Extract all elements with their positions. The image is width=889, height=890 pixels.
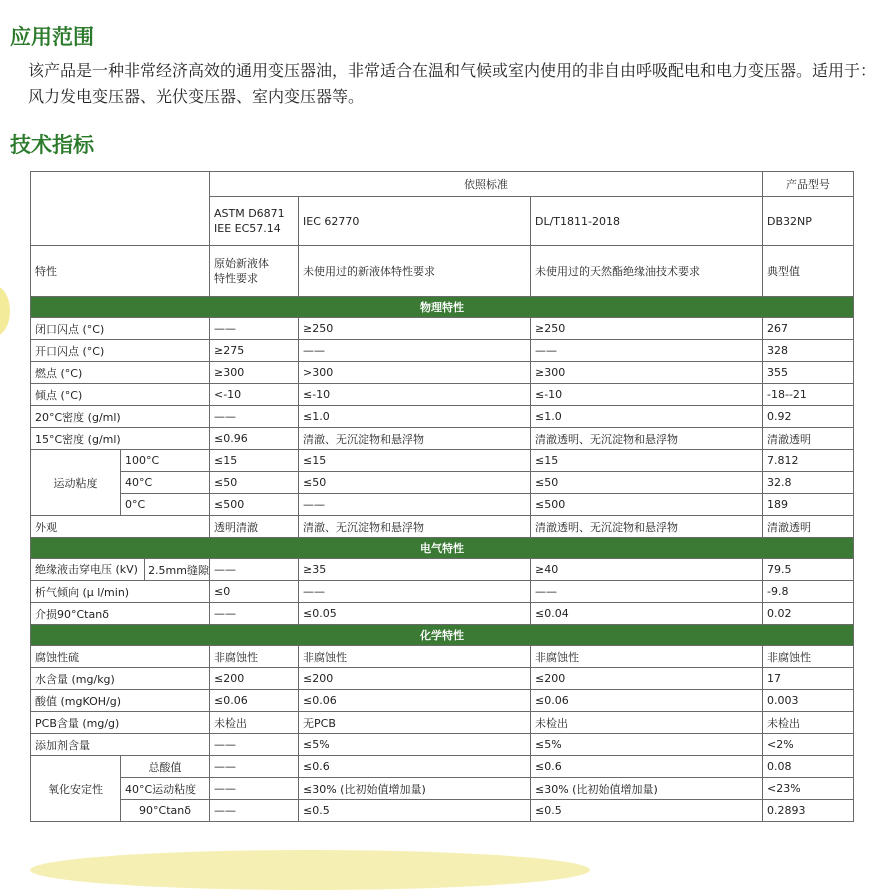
cell: 79.5: [763, 559, 854, 581]
cell: ≤30% (比初始值增加量): [299, 778, 531, 800]
row-label: 开口闪点 (°C): [31, 340, 210, 362]
cell: ≥35: [299, 559, 531, 581]
cell: ——: [210, 318, 299, 340]
breakdown-gap: 2.5mm缝隙: [148, 563, 209, 577]
table-row: [31, 581, 854, 603]
cell: ≤15: [210, 450, 299, 472]
cell: 0.2893: [763, 800, 854, 822]
cell: 清澈透明、无沉淀物和悬浮物: [531, 428, 763, 450]
header-typical: 典型值: [763, 246, 854, 297]
row-label: 外观: [31, 516, 210, 538]
table-row: [31, 340, 854, 362]
spec-heading: 技术指标: [10, 133, 94, 157]
cell: ≥300: [210, 362, 299, 384]
header-std2: IEC 62770: [299, 197, 531, 246]
cell: ——: [531, 340, 763, 362]
cell: ≤5%: [299, 734, 531, 756]
row-label: 介损90°Ctanδ: [31, 603, 210, 625]
sub-label: 40°C: [121, 472, 210, 494]
sub-label: 40°C运动粘度: [121, 778, 210, 800]
sub-label: 总酸值: [121, 756, 210, 778]
table-row: [31, 450, 854, 472]
row-label: PCB含量 (mg/g): [31, 712, 210, 734]
cell: ≤-10: [531, 384, 763, 406]
cell: ——: [210, 603, 299, 625]
cell: ——: [299, 340, 531, 362]
cell: ≤50: [299, 472, 531, 494]
cell: >300: [299, 362, 531, 384]
table-row: [31, 712, 854, 734]
cell: 32.8: [763, 472, 854, 494]
table-row: [31, 428, 854, 450]
row-label: 闭口闪点 (°C): [31, 318, 210, 340]
cell: ——: [210, 559, 299, 581]
cell: ≤200: [531, 668, 763, 690]
row-label: 15°C密度 (g/ml): [31, 428, 210, 450]
cell: ——: [210, 756, 299, 778]
cell: 0.92: [763, 406, 854, 428]
cell: ≤0.6: [531, 756, 763, 778]
cell: ——: [210, 778, 299, 800]
cell: ≤15: [531, 450, 763, 472]
cell: ——: [299, 494, 531, 516]
cell: 未检出: [210, 712, 299, 734]
cell: ——: [210, 800, 299, 822]
cell: ≥40: [531, 559, 763, 581]
cell: 328: [763, 340, 854, 362]
sub-label: 100°C: [121, 450, 210, 472]
row-label-viscosity: 运动粘度: [31, 450, 121, 516]
cell: ≤0.05: [299, 603, 531, 625]
row-label: 20°C密度 (g/ml): [31, 406, 210, 428]
table-row: [31, 384, 854, 406]
section-chemical: 化学特性: [31, 625, 854, 646]
cell: ≤50: [531, 472, 763, 494]
header-basis: 依照标准: [210, 172, 763, 197]
cell: ≤1.0: [299, 406, 531, 428]
table-row: [31, 756, 854, 778]
cell: ≤0.96: [210, 428, 299, 450]
header-std1: ASTM D6871 IEE EC57.14: [210, 197, 299, 246]
table-row: [31, 318, 854, 340]
cell: <23%: [763, 778, 854, 800]
cell: 非腐蚀性: [299, 646, 531, 668]
cell: 透明清澈: [210, 516, 299, 538]
cell: ≤5%: [531, 734, 763, 756]
header-std3-req: 未使用过的天然酯绝缘油技术要求: [531, 246, 763, 297]
cell: 非腐蚀性: [531, 646, 763, 668]
cell: ≤500: [531, 494, 763, 516]
row-label-oxidation: 氧化安定性: [31, 756, 121, 822]
cell: 未检出: [763, 712, 854, 734]
cell: 17: [763, 668, 854, 690]
cell: ≤30% (比初始值增加量): [531, 778, 763, 800]
cell: 189: [763, 494, 854, 516]
header-model-name: DB32NP: [763, 197, 854, 246]
cell: ≤200: [210, 668, 299, 690]
row-label: 倾点 (°C): [31, 384, 210, 406]
cell: 清澈透明、无沉淀物和悬浮物: [531, 516, 763, 538]
header-std1-req: 原始新液体 特性要求: [210, 246, 299, 297]
header-model: 产品型号: [763, 172, 854, 197]
row-label: 腐蚀性硫: [31, 646, 210, 668]
table-row: [31, 472, 854, 494]
cell: 无PCB: [299, 712, 531, 734]
cell: 0.02: [763, 603, 854, 625]
cell: 清澈透明: [763, 428, 854, 450]
row-label: 水含量 (mg/kg): [31, 668, 210, 690]
row-label: 析气倾向 (μ l/min): [31, 581, 210, 603]
cell: ≤0.06: [531, 690, 763, 712]
row-label: 添加剂含量: [31, 734, 210, 756]
cell: 清澈透明: [763, 516, 854, 538]
cell: ≥250: [531, 318, 763, 340]
cell: ≤0.5: [299, 800, 531, 822]
cell: 0.003: [763, 690, 854, 712]
cell: 清澈、无沉淀物和悬浮物: [299, 516, 531, 538]
cell: <-10: [210, 384, 299, 406]
row-label-breakdown: [31, 559, 210, 581]
cell: ≥300: [531, 362, 763, 384]
scope-description: 该产品是一种非常经济高效的通用变压器油，非常适合在温和气候或室内使用的非自由呼吸配电和电力变压器。适用于：风力发电变压器、光伏变压器、室内变压器等。: [28, 61, 877, 106]
breakdown-label: 绝缘液击穿电压 (kV): [31, 559, 145, 580]
cell: ≤500: [210, 494, 299, 516]
cell: ≤-10: [299, 384, 531, 406]
cell: ——: [299, 581, 531, 603]
cell: ≤200: [299, 668, 531, 690]
header-std3: DL/T1811-2018: [531, 197, 763, 246]
table-row: [31, 690, 854, 712]
table-row: [31, 734, 854, 756]
cell: ≤0.04: [531, 603, 763, 625]
cell: -18--21: [763, 384, 854, 406]
decorative-blob-bottom: [30, 850, 590, 890]
row-label: 酸值 (mgKOH/g): [31, 690, 210, 712]
table-row: [31, 603, 854, 625]
decorative-blob-left: [0, 286, 10, 336]
cell: 非腐蚀性: [210, 646, 299, 668]
table-row: [31, 800, 854, 822]
table-row: [31, 559, 854, 581]
section-electrical: 电气特性: [31, 538, 854, 559]
cell: ≤0.06: [299, 690, 531, 712]
table-corner: [31, 172, 210, 246]
cell: ≥275: [210, 340, 299, 362]
cell: ≤0.6: [299, 756, 531, 778]
cell: 7.812: [763, 450, 854, 472]
cell: ≤1.0: [531, 406, 763, 428]
table-row: [31, 494, 854, 516]
cell: <2%: [763, 734, 854, 756]
header-property: 特性: [31, 246, 210, 297]
table-row: [31, 406, 854, 428]
cell: ≤0.06: [210, 690, 299, 712]
cell: 非腐蚀性: [763, 646, 854, 668]
cell: ——: [210, 406, 299, 428]
table-row: [31, 668, 854, 690]
cell: ≤0: [210, 581, 299, 603]
table-row: [31, 362, 854, 384]
spec-table: [30, 171, 854, 822]
section-physical: 物理特性: [31, 297, 854, 318]
cell: ≤0.5: [531, 800, 763, 822]
cell: 清澈、无沉淀物和悬浮物: [299, 428, 531, 450]
table-row: [31, 646, 854, 668]
row-label: 燃点 (°C): [31, 362, 210, 384]
cell: ≥250: [299, 318, 531, 340]
sub-label: 0°C: [121, 494, 210, 516]
cell: -9.8: [763, 581, 854, 603]
cell: 未检出: [531, 712, 763, 734]
cell: ≤15: [299, 450, 531, 472]
cell: 267: [763, 318, 854, 340]
cell: 0.08: [763, 756, 854, 778]
cell: ——: [531, 581, 763, 603]
cell: ≤50: [210, 472, 299, 494]
table-row: [31, 778, 854, 800]
sub-label: 90°Ctanδ: [121, 800, 210, 822]
scope-heading: 应用范围: [10, 25, 94, 49]
cell: ——: [210, 734, 299, 756]
header-std2-req: 未使用过的新液体特性要求: [299, 246, 531, 297]
table-row: [31, 516, 854, 538]
cell: 355: [763, 362, 854, 384]
